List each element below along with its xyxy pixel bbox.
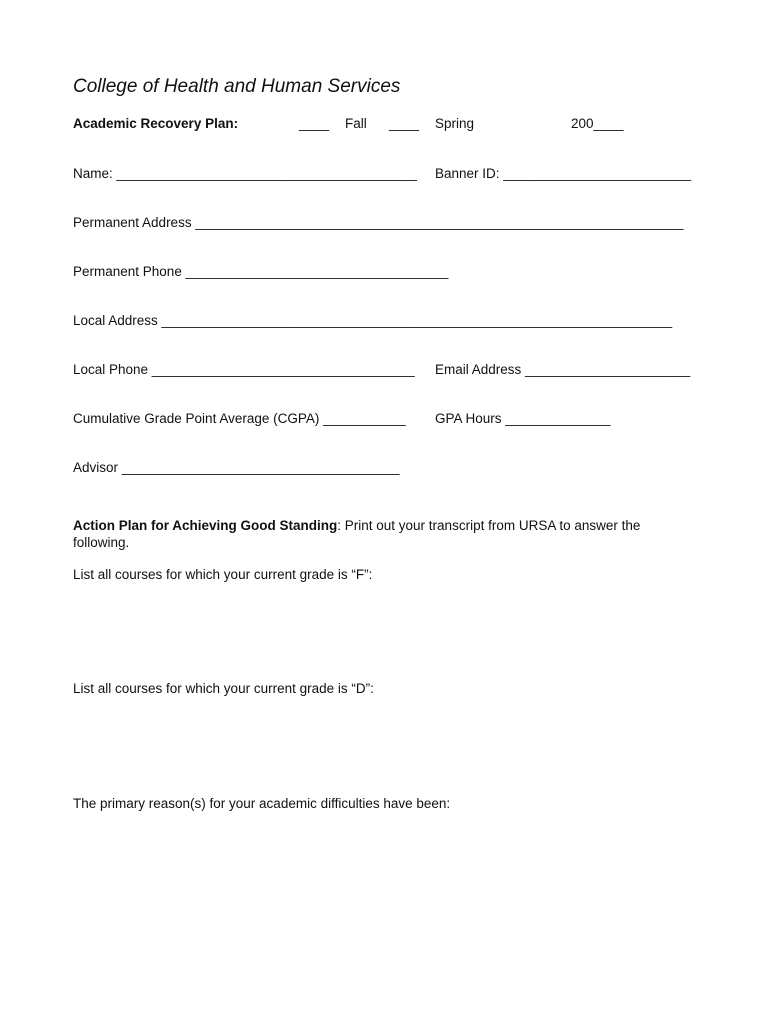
fall-label: Fall — [345, 116, 367, 131]
plan-label: Academic Recovery Plan: — [73, 116, 239, 131]
spring-label: Spring — [435, 116, 475, 131]
local-phone-field[interactable]: Local Phone ___________________________________ — [73, 362, 415, 377]
action-plan-paragraph — [73, 517, 683, 551]
year-field[interactable]: 200____ — [571, 116, 624, 131]
action-plan-instruction: : Print out your transcript from URSA to answer the following. — [73, 518, 641, 550]
action-plan-heading: Action Plan for Achieving Good Standing — [73, 518, 338, 533]
email-address-field[interactable]: Email Address ______________________ — [435, 362, 691, 377]
page-title: College of Health and Human Services — [73, 76, 401, 97]
d-courses-question: List all courses for which your current grade is “D”: — [73, 681, 374, 696]
reasons-question: The primary reason(s) for your academic difficulties have been: — [73, 796, 451, 811]
local-address-field[interactable]: Local Address ____________________________________________________________________ — [73, 313, 673, 328]
spring-blank[interactable]: ____ — [389, 116, 420, 131]
permanent-phone-field[interactable]: Permanent Phone ___________________________________ — [73, 264, 449, 279]
fall-blank[interactable]: ____ — [299, 116, 330, 131]
permanent-address-field[interactable]: Permanent Address _________________________________________________________________ — [73, 215, 684, 230]
gpa-hours-field[interactable]: GPA Hours ______________ — [435, 411, 611, 426]
f-courses-question: List all courses for which your current grade is “F”: — [73, 567, 373, 582]
advisor-field[interactable]: Advisor _____________________________________ — [73, 460, 400, 475]
name-field[interactable]: Name: ________________________________________ — [73, 166, 417, 181]
cgpa-field[interactable]: Cumulative Grade Point Average (CGPA) ___________ — [73, 411, 406, 426]
banner-id-field[interactable]: Banner ID: _________________________ — [435, 166, 691, 181]
